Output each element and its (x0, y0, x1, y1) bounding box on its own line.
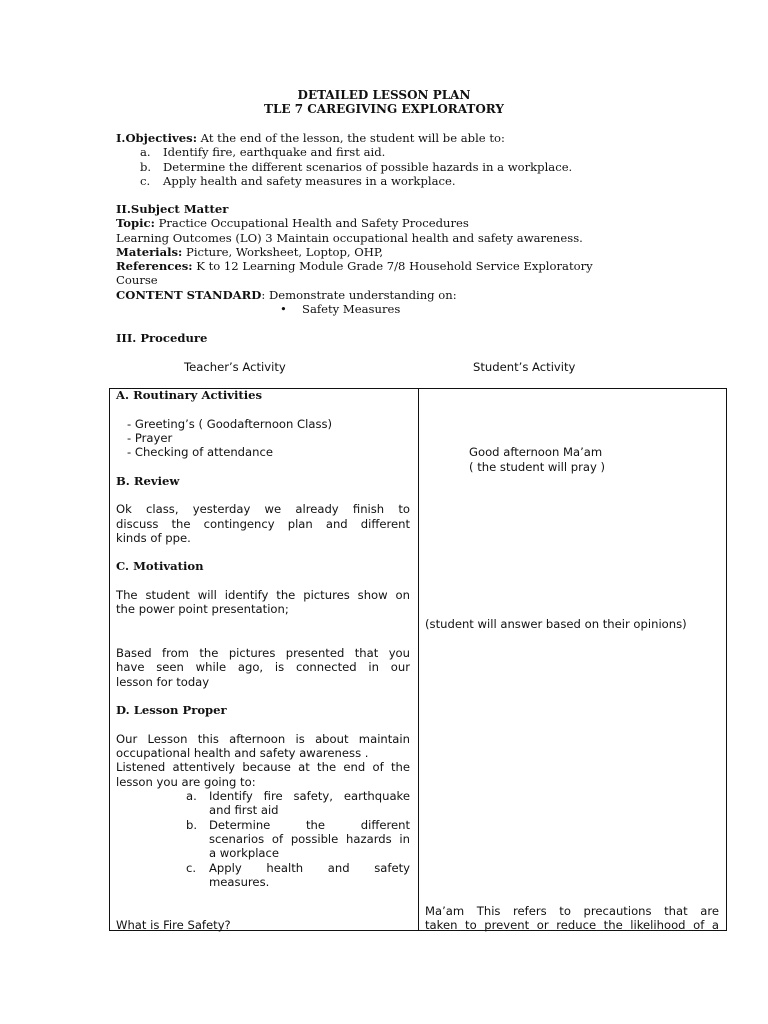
teacher-activity-header: Teacher’s Activity (184, 360, 286, 374)
review-heading: B. Review (116, 474, 180, 488)
review-line-1: Ok class, yesterday we already finish to (116, 502, 410, 516)
content-standard-bullet: • Safety Measures (280, 302, 401, 316)
student-greeting: Good afternoon Ma’am (469, 445, 603, 459)
routinary-item-attendance: - Checking of attendance (127, 445, 274, 459)
student-activity-header: Student’s Activity (473, 360, 576, 374)
review-line-2: discuss the contingency plan and different (116, 517, 410, 531)
lesson-item-a-line-1: Identify fire safety, earthquake (209, 789, 410, 803)
lesson-item-b-line-2: scenarios of possible hazards in (209, 832, 410, 846)
objective-c: c. Apply health and safety measures in a workplace. (140, 174, 456, 188)
student-answer: (student will answer based on their opinions) (425, 617, 687, 631)
based-line-2: have seen while ago, is connected in our (116, 660, 410, 674)
lesson-line-2: occupational health and safety awareness . (116, 746, 369, 760)
table-column-divider (418, 388, 419, 931)
review-line-3: kinds of ppe. (116, 531, 191, 545)
lesson-item-b-line-1: Determine the different (209, 818, 410, 832)
motivation-line-2: the power point presentation; (116, 602, 289, 616)
student-fire-line-1: Ma’am This refers to precautions that are (425, 904, 719, 918)
motivation-line-1: The student will identify the pictures show on (116, 588, 410, 602)
document-subtitle: TLE 7 CAREGIVING EXPLORATORY (264, 102, 504, 116)
procedure-heading: III. Procedure (116, 331, 208, 345)
references-line-2: Course (116, 273, 158, 287)
materials-line: Materials: Picture, Worksheet, Loptop, OHP, (116, 245, 384, 259)
lesson-item-a-line-2: and first aid (209, 803, 279, 817)
bullet-icon: • (280, 302, 287, 316)
lesson-item-c-marker: c. (186, 861, 197, 875)
based-line-1: Based from the pictures presented that you (116, 646, 410, 660)
student-fire-line-2: taken to prevent or reduce the likelihood of a (425, 918, 719, 932)
lesson-proper-heading: D. Lesson Proper (116, 703, 227, 717)
motivation-heading: C. Motivation (116, 559, 204, 573)
lesson-item-a-marker: a. (186, 789, 197, 803)
fire-safety-question: What is Fire Safety? (116, 918, 231, 932)
lesson-item-c-line-1: Apply health and safety (209, 861, 410, 875)
lesson-line-3: Listened attentively because at the end of the (116, 760, 410, 774)
routinary-item-prayer: - Prayer (127, 431, 173, 445)
objectives-label: I.Objectives: (116, 131, 197, 145)
lesson-item-b-marker: b. (186, 818, 198, 832)
lesson-line-1: Our Lesson this afternoon is about maintain (116, 732, 410, 746)
references-line: References: K to 12 Learning Module Grade 7/8 Household Service Exploratory (116, 259, 593, 273)
lesson-item-b-line-3: a workplace (209, 846, 280, 860)
subject-matter-heading: II.Subject Matter (116, 202, 229, 216)
routinary-heading: A. Routinary Activities (116, 388, 263, 402)
document-title: DETAILED LESSON PLAN (297, 88, 471, 102)
lesson-item-c-line-2: measures. (209, 875, 270, 889)
student-pray: ( the student will pray ) (469, 460, 606, 474)
objectives-intro: At the end of the lesson, the student will be able to: (200, 131, 505, 145)
objective-b: b. Determine the different scenarios of possible hazards in a workplace. (140, 160, 573, 174)
learning-outcomes-line: Learning Outcomes (LO) 3 Maintain occupational health and safety awareness. (116, 231, 583, 245)
routinary-item-greeting: - Greeting’s ( Goodafternoon Class) (127, 417, 333, 431)
based-line-3: lesson for today (116, 675, 210, 689)
lesson-line-4: lesson you are going to: (116, 775, 256, 789)
topic-line: Topic: Practice Occupational Health and Safety Procedures (116, 216, 469, 230)
objectives-intro-line (116, 131, 505, 145)
objective-a: a. Identify fire, earthquake and first aid. (140, 145, 386, 159)
content-standard-line: CONTENT STANDARD: Demonstrate understanding on: (116, 288, 457, 302)
